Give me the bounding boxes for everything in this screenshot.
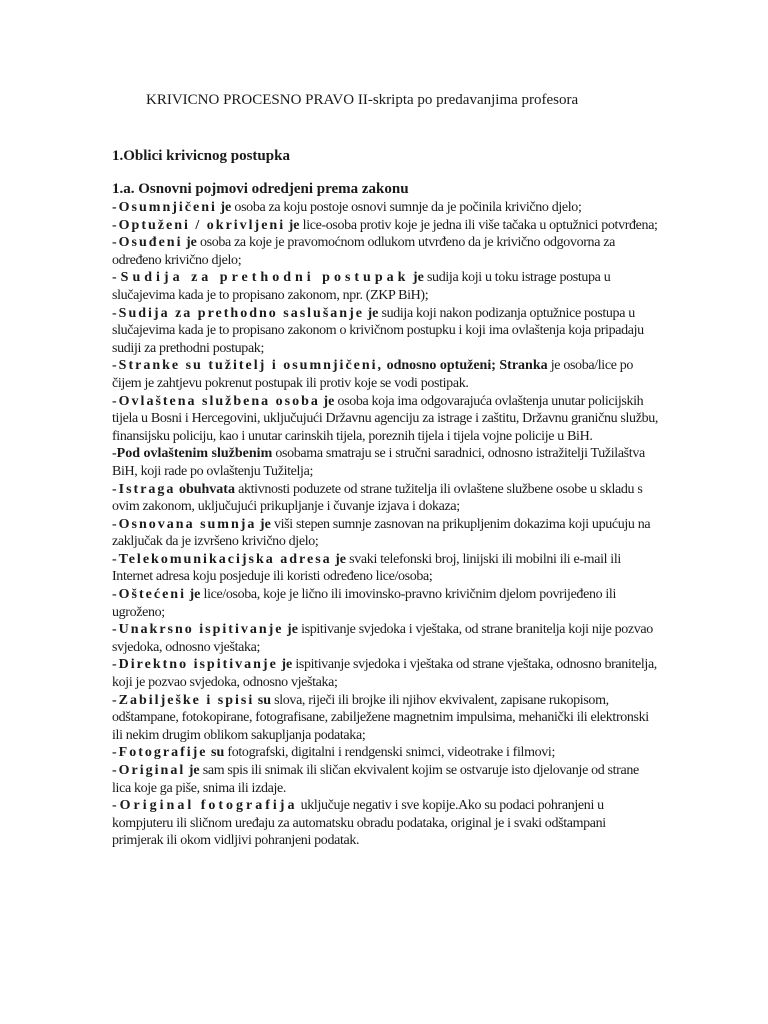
definition-term: -Original fotografija <box>112 798 298 814</box>
definition-term-tail: su <box>254 692 271 708</box>
definition-text: osobama smatraju se i stručni saradnici, odnosno istražitelji Tužilaštva BiH, koji rade po ovlaštenju Tužitelja; <box>112 446 645 479</box>
definition-term-tail: je <box>285 217 300 233</box>
definition-term-tail: je <box>283 622 298 638</box>
definition-item <box>112 692 660 745</box>
section-heading: 1.Oblici krivicnog postupka <box>112 148 290 164</box>
definition-term: -Zabilješke i spisi <box>112 692 255 708</box>
definition-term: -Oštećeni <box>112 587 186 603</box>
definition-term: -Optuženi / okrivljeni <box>112 217 286 233</box>
definition-term: -Stranke su tužitelj i osumnjičeni, <box>112 358 384 374</box>
definitions-list <box>112 199 660 850</box>
definition-term-tail: je <box>277 657 293 673</box>
definition-term: -Unakrsno ispitivanje <box>112 622 284 638</box>
definition-item <box>112 551 660 586</box>
definition-text: osoba za koje je pravomoćnom odlukom utvrđeno da je krivično odgovorna za određeno krivično djelo; <box>112 235 615 268</box>
definition-term-tail: je <box>319 393 335 409</box>
definition-term-tail: je <box>182 235 197 251</box>
definition-term: -Sudija za prethodni postupak <box>112 270 410 286</box>
definition-text: sam spis ili snimak ili sličan ekvivalent kojim se ostvaruje isto djelovanje od strane lica koje ga piše, snima ili izdaje. <box>112 763 639 796</box>
definition-text: osoba koja ima odgovarajuća ovlaštenja unutar policijskih tijela u Bosni i Hercegovini, uključujući Državnu agenciju za istrage i zaštitu, Državnu graničnu službu, finansijsku policiju, kao i unutar carinskih tijela, poreznih tijela i tijela vojne policije u BiH. <box>112 393 659 444</box>
definition-item <box>112 305 660 358</box>
definition-term: -Telekomunikacijska adresa <box>112 551 332 567</box>
definition-term-tail: su <box>207 745 225 761</box>
definition-item <box>112 744 660 762</box>
definition-item <box>112 217 660 235</box>
definition-term: -Fotografije <box>112 745 208 761</box>
definition-item <box>112 481 660 516</box>
definition-text: aktivnosti poduzete od strane tužitelja ili ovlaštene službene osobe u skladu s ovim zakonom, uključujući prikupljanje i čuvanje izjava i dokaza; <box>112 481 643 515</box>
definition-text: lice-osoba protiv koje je jedna ili više tačaka u optužnici potvrđena; <box>299 217 658 233</box>
definition-term-tail: je <box>185 763 200 778</box>
definition-item <box>112 393 660 446</box>
definition-term-tail: je <box>216 200 232 215</box>
definition-item <box>112 357 660 392</box>
definition-text: ispitivanje svjedoka i vještaka, od strane branitelja koji nije pozvao svjedoka, odnosno vještaka; <box>112 622 653 655</box>
definition-term: -Original <box>112 763 186 778</box>
definition-text: svaki telefonski broj, linijski ili mobilni ili e-mail ili Internet adresa koju posjeduje ili koristi određeno lice/osoba; <box>112 551 621 585</box>
definition-item <box>112 269 660 304</box>
definition-term: -Osuđeni <box>112 235 183 251</box>
definition-term-tail: je <box>331 551 347 567</box>
definition-item <box>112 656 660 691</box>
definition-term-tail: odnosno optuženi; Stranka <box>383 358 548 374</box>
definition-term-tail: je <box>409 270 424 286</box>
definition-term-tail: je <box>363 305 379 321</box>
definition-term-tail: -Pod ovlaštenim službenim <box>112 446 273 462</box>
document-title: KRIVICNO PROCESNO PRAVO II-skripta po predavanjima profesora <box>146 92 579 108</box>
definition-item <box>112 199 660 217</box>
definition-term: -Ovlaštena službena osoba <box>112 393 320 409</box>
subsection-heading: 1.a. Osnovni pojmovi odredjeni prema zakonu <box>112 181 409 197</box>
definition-term: -Osumnjičeni <box>112 200 217 215</box>
definition-text: fotografski, digitalni i rendgenski snimci, videotrake i filmovi; <box>224 745 555 761</box>
definition-item <box>112 234 660 269</box>
definition-text: lice/osoba, koje je lično ili imovinsko-pravno krivičnim djelom povrijeđeno ili ugroženo; <box>112 587 617 620</box>
definition-term: -Direktno ispitivanje <box>112 657 278 673</box>
definition-item <box>112 762 660 797</box>
definition-term-tail: je <box>256 516 271 532</box>
definition-text: viši stepen sumnje zasnovan na prikupljenim dokazima koji upućuju na zaključak da je izvršeno krivično djelo; <box>112 516 651 550</box>
definition-term-tail: obuhvata <box>175 481 235 497</box>
definition-item <box>112 621 660 656</box>
definition-term: -Osnovana sumnja <box>112 516 257 532</box>
definition-item <box>112 516 660 551</box>
definition-text: je osoba/lice po čijem je zahtjevu pokrenut postupak ili protiv koje se vodi postipak. <box>112 358 634 391</box>
definition-item <box>112 445 660 480</box>
definition-item <box>112 797 660 850</box>
definition-text: sudija koji u toku istrage postupa u slučajevima kada je to propisano zakonom, npr. (ZKP BiH); <box>112 270 611 303</box>
definition-text: sudija koji nakon podizanja optužnice postupa u slučajevima kada je to propisano zakonom o krivičnom postupku i koji ima ovlaštenja koja pripadaju sudiji za prethodni postupak; <box>112 305 644 356</box>
definition-term-tail: je <box>185 587 201 603</box>
definition-text: slova, riječi ili brojke ili njihov ekvivalent, zapisane rukopisom, odštampane, fotokopirane, fotografisane, zabilježene magnetnim impulsima, mehanički ili elektronski ili nekim drugim oblikom sakupljanja podataka; <box>112 692 649 743</box>
definition-term: -Sudija za prethodno saslušanje <box>112 305 364 321</box>
definition-text: ispitivanje svjedoka i vještaka od strane vještaka, odnosno branitelja, koji je pozvao svjedoka, odnosno vještaka; <box>112 657 657 691</box>
definition-text: osoba za koju postoje osnovi sumnje da je počinila krivično djelo; <box>231 200 582 215</box>
definition-item <box>112 586 660 621</box>
definition-text: uključuje negativ i sve kopije.Ako su podaci pohranjeni u kompjuteru ili sličnom uređaju za automatsku obradu podataka, original je i svaki odštampani primjerak ili okom vidljivi pohranjeni podatak. <box>112 798 606 849</box>
definition-term: -Istraga <box>112 481 176 497</box>
